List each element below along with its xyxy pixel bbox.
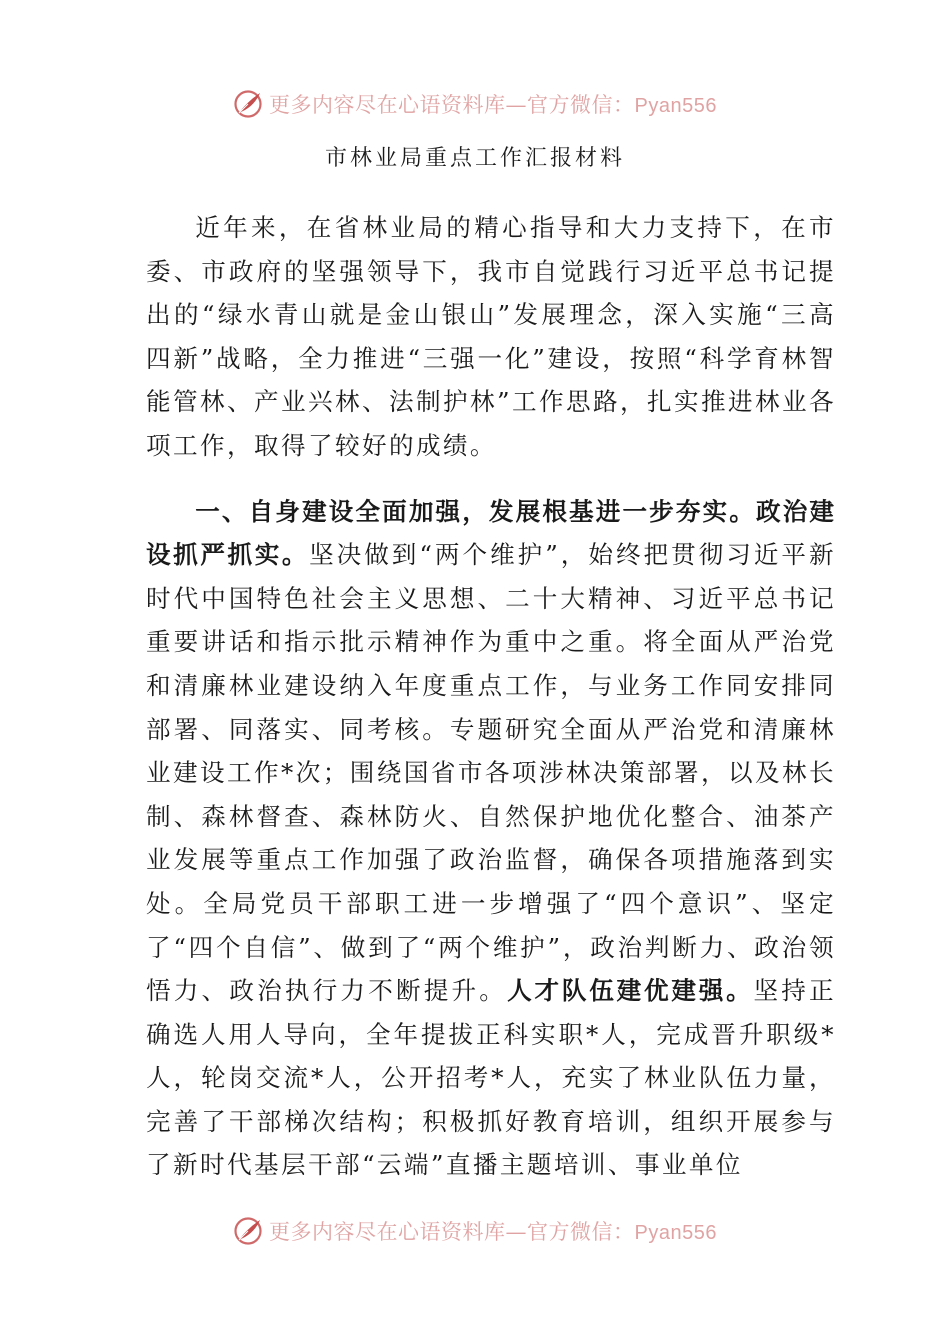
- section-1-heading: 一、自身建设全面加强，发展根基进一步夯实。: [195, 496, 756, 526]
- section-1-sub2-title: 人才队伍建优建强。: [507, 976, 754, 1006]
- quill-pen-icon: [233, 89, 263, 119]
- watermark-banner-top: [0, 84, 950, 124]
- watermark-text: [269, 1216, 717, 1246]
- section-1-sub1-text: 坚决做到“两个维护”，始终把贯彻习近平新时代中国特色社会主义思想、二十大精神、习近平总书记重要讲话和指示批示精神作为重中之重。将全面从严治党和清廉林业建设纳入年度重点工作，与业务工作同安排同部署、同落实、同考核。专题研究全面从严治党和清廉林业建设工作*次；围绕国省市各项涉林决策部署，以及林长制、森林督查、森林防火、自然保护地优化整合、油茶产业发展等重点工作加强了政治监督，确保各项措施落到实处。全局党员干部职工进一步增强了“四个意识”、坚定了“四个自信”、做到了“两个维护”，政治判断力、政治领悟力、政治执行力不断提升。: [146, 540, 836, 1006]
- section-1-sub1-title: 政治建设抓严抓实。: [146, 496, 836, 570]
- section-1-sub2-text: 坚持正确选人用人导向，全年提拔正科实职*人，完成晋升职级*人，轮岗交流*人，公开招考*人，充实了林业队伍力量，完善了干部梯次结构；积极抓好教育培训，组织开展参与了新时代基层干部“云端”直播主题培训、事业单位: [146, 976, 836, 1180]
- document-title: 市林业局重点工作汇报材料: [324, 146, 625, 171]
- section-1-paragraph: [146, 490, 836, 1188]
- quill-pen-icon: [233, 1216, 263, 1246]
- watermark-text: [269, 89, 717, 119]
- watermark-wechat-id: Pyan556: [634, 95, 717, 117]
- watermark-wechat-id: Pyan556: [634, 1222, 717, 1244]
- document-body: [146, 206, 836, 1187]
- watermark-banner-bottom: [0, 1211, 950, 1251]
- watermark-prefix: 更多内容尽在心语资料库—官方微信：: [269, 1220, 635, 1244]
- intro-paragraph: 近年来，在省林业局的精心指导和大力支持下，在市委、市政府的坚强领导下，我市自觉践行习近平总书记提出的“绿水青山就是金山银山”发展理念，深入实施“三高四新”战略，全力推进“三强一化”建设，按照“科学育林智能管林、产业兴林、法制护林”工作思路，扎实推进林业各项工作，取得了较好的成绩。: [146, 213, 836, 460]
- watermark-prefix: 更多内容尽在心语资料库—官方微信：: [269, 93, 635, 117]
